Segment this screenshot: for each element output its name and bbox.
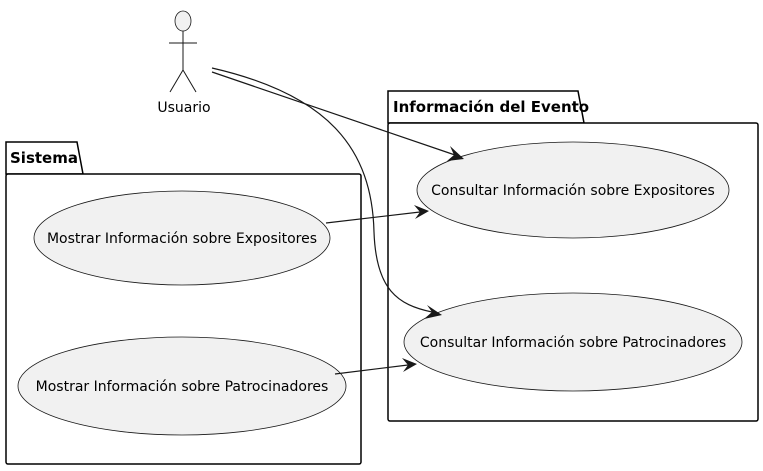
use-case-label: Consultar Información sobre Patrocinadores xyxy=(419,335,727,351)
actor-label: Usuario xyxy=(157,100,211,116)
use-case-consultar-patrocinadores[interactable] xyxy=(404,293,742,391)
package-evento-title: Información del Evento xyxy=(393,98,590,116)
actor-left-leg xyxy=(170,70,183,92)
use-case-label: Consultar Información sobre Expositores xyxy=(431,183,715,199)
package-sistema-title: Sistema xyxy=(10,149,78,167)
use-case-consultar-expositores[interactable] xyxy=(417,142,729,238)
actor-right-leg xyxy=(183,70,196,92)
use-case-label: Mostrar Información sobre Patrocinadores xyxy=(35,379,329,395)
actor-usuario[interactable] xyxy=(157,11,210,116)
use-case-mostrar-patrocinadores[interactable] xyxy=(18,337,346,435)
use-case-mostrar-expositores[interactable] xyxy=(34,191,330,285)
use-case-label: Mostrar Información sobre Expositores xyxy=(46,231,318,247)
actor-head xyxy=(175,11,191,31)
